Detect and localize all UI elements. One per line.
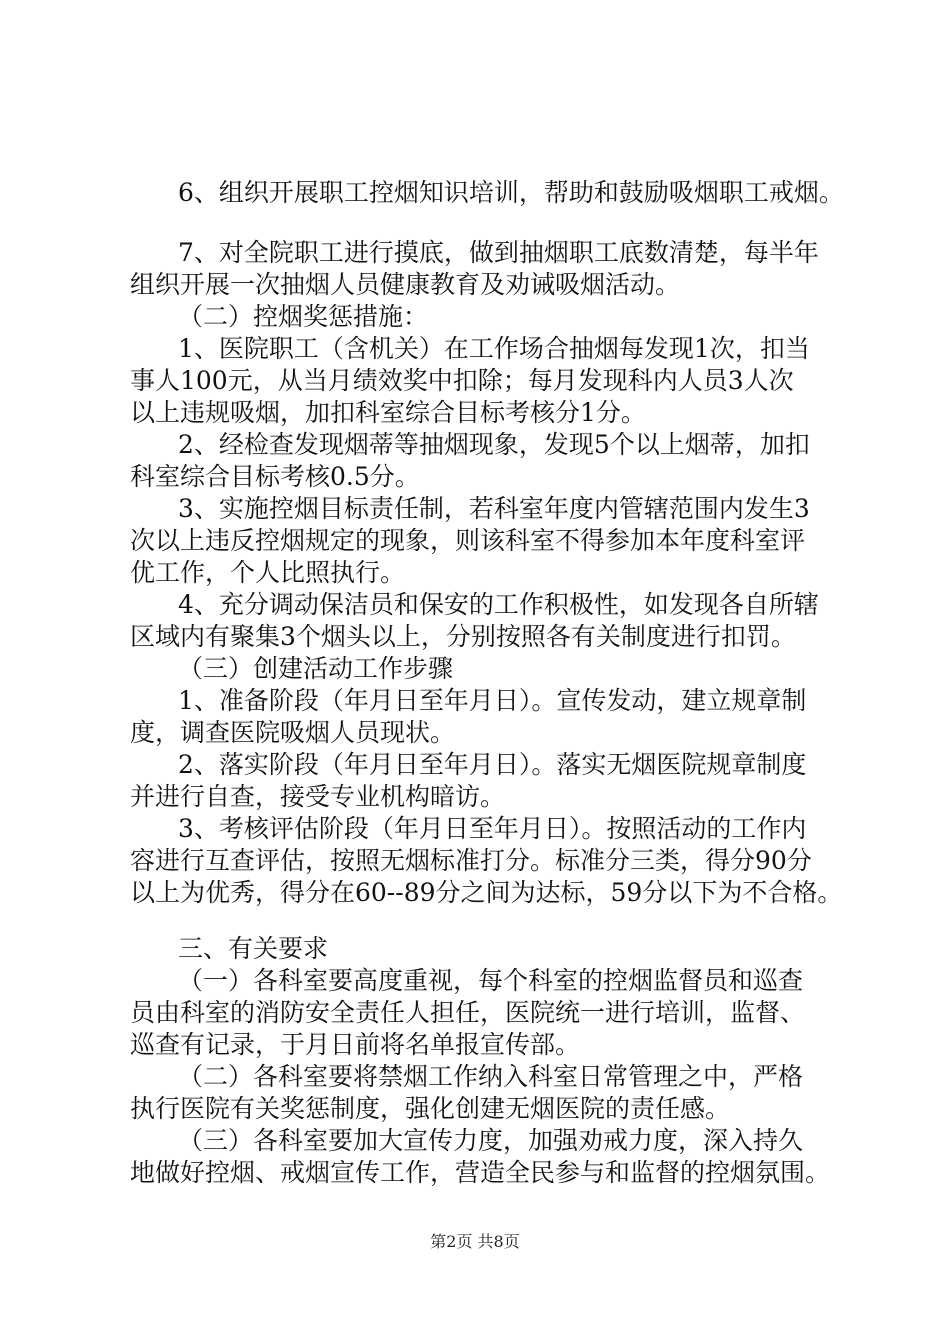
section-heading-reward-punishment: （二）控烟奖惩措施： [178,302,429,331]
step-2-line-2: 并进行自查，接受专业机构暗访。 [130,782,506,811]
measure-1-line-2: 事人100元，从当月绩效奖中扣除；每月发现科内人员3人次 [130,366,794,395]
requirement-2-line-2: 执行医院有关奖惩制度，强化创建无烟医院的责任感。 [130,1094,731,1123]
section-heading-requirements: 三、有关要求 [178,934,329,963]
requirement-1-line-1: （一）各科室要高度重视，每个科室的控烟监督员和巡查 [178,966,804,995]
measure-2-line-2: 科室综合目标考核0.5分。 [130,462,420,491]
step-3-line-2: 容进行互查评估，按照无烟标准打分。标准分三类，得分90分 [130,846,812,875]
paragraph-item-7-line-1: 7、对全院职工进行摸底，做到抽烟职工底数清楚，每半年 [178,238,819,267]
measure-2-line-1: 2、经检查发现烟蒂等抽烟现象，发现5个以上烟蒂，加扣 [178,430,810,459]
measure-4-line-2: 区域内有聚集3个烟头以上，分别按照各有关制度进行扣罚。 [130,622,796,651]
measure-1-line-1: 1、医院职工（含机关）在工作场合抽烟每发现1次，扣当 [178,334,810,363]
measure-3-line-1: 3、实施控烟目标责任制，若科室年度内管辖范围内发生3 [178,494,810,523]
section-heading-work-steps: （三）创建活动工作步骤 [178,654,454,683]
step-1-line-1: 1、准备阶段（年月日至年月日）。宣传发动，建立规章制 [178,686,807,715]
paragraph-item-7-line-2: 组织开展一次抽烟人员健康教育及劝诫吸烟活动。 [130,270,681,299]
measure-3-line-2: 次以上违反控烟规定的现象，则该科室不得参加本年度科室评 [130,526,806,555]
paragraph-item-6: 6、组织开展职工控烟知识培训，帮助和鼓励吸烟职工戒烟。 [178,178,844,207]
measure-1-line-3: 以上违规吸烟，加扣科室综合目标考核分1分。 [130,398,646,427]
requirement-1-line-3: 巡查有记录，于月日前将名单报宣传部。 [130,1030,581,1059]
step-2-line-1: 2、落实阶段（年月日至年月日）。落实无烟医院规章制度 [178,750,807,779]
step-3-line-3: 以上为优秀，得分在60--89分之间为达标，59分以下为不合格。 [130,878,843,907]
measure-4-line-1: 4、充分调动保洁员和保安的工作积极性，如发现各自所辖 [178,590,819,619]
step-1-line-2: 度，调查医院吸烟人员现状。 [130,718,456,747]
requirement-3-line-2: 地做好控烟、戒烟宣传工作，营造全民参与和监督的控烟氛围。 [130,1158,831,1187]
requirement-1-line-2: 员由科室的消防安全责任人担任，医院统一进行培训，监督、 [130,998,806,1027]
step-3-line-1: 3、考核评估阶段（年月日至年月日）。按照活动的工作内 [178,814,807,843]
requirement-2-line-1: （二）各科室要将禁烟工作纳入科室日常管理之中，严格 [178,1062,804,1091]
measure-3-line-3: 优工作，个人比照执行。 [130,558,406,587]
page-number-footer: 第2页 共8页 [430,1232,520,1251]
requirement-3-line-1: （三）各科室要加大宣传力度，加强劝戒力度，深入持久 [178,1126,804,1155]
